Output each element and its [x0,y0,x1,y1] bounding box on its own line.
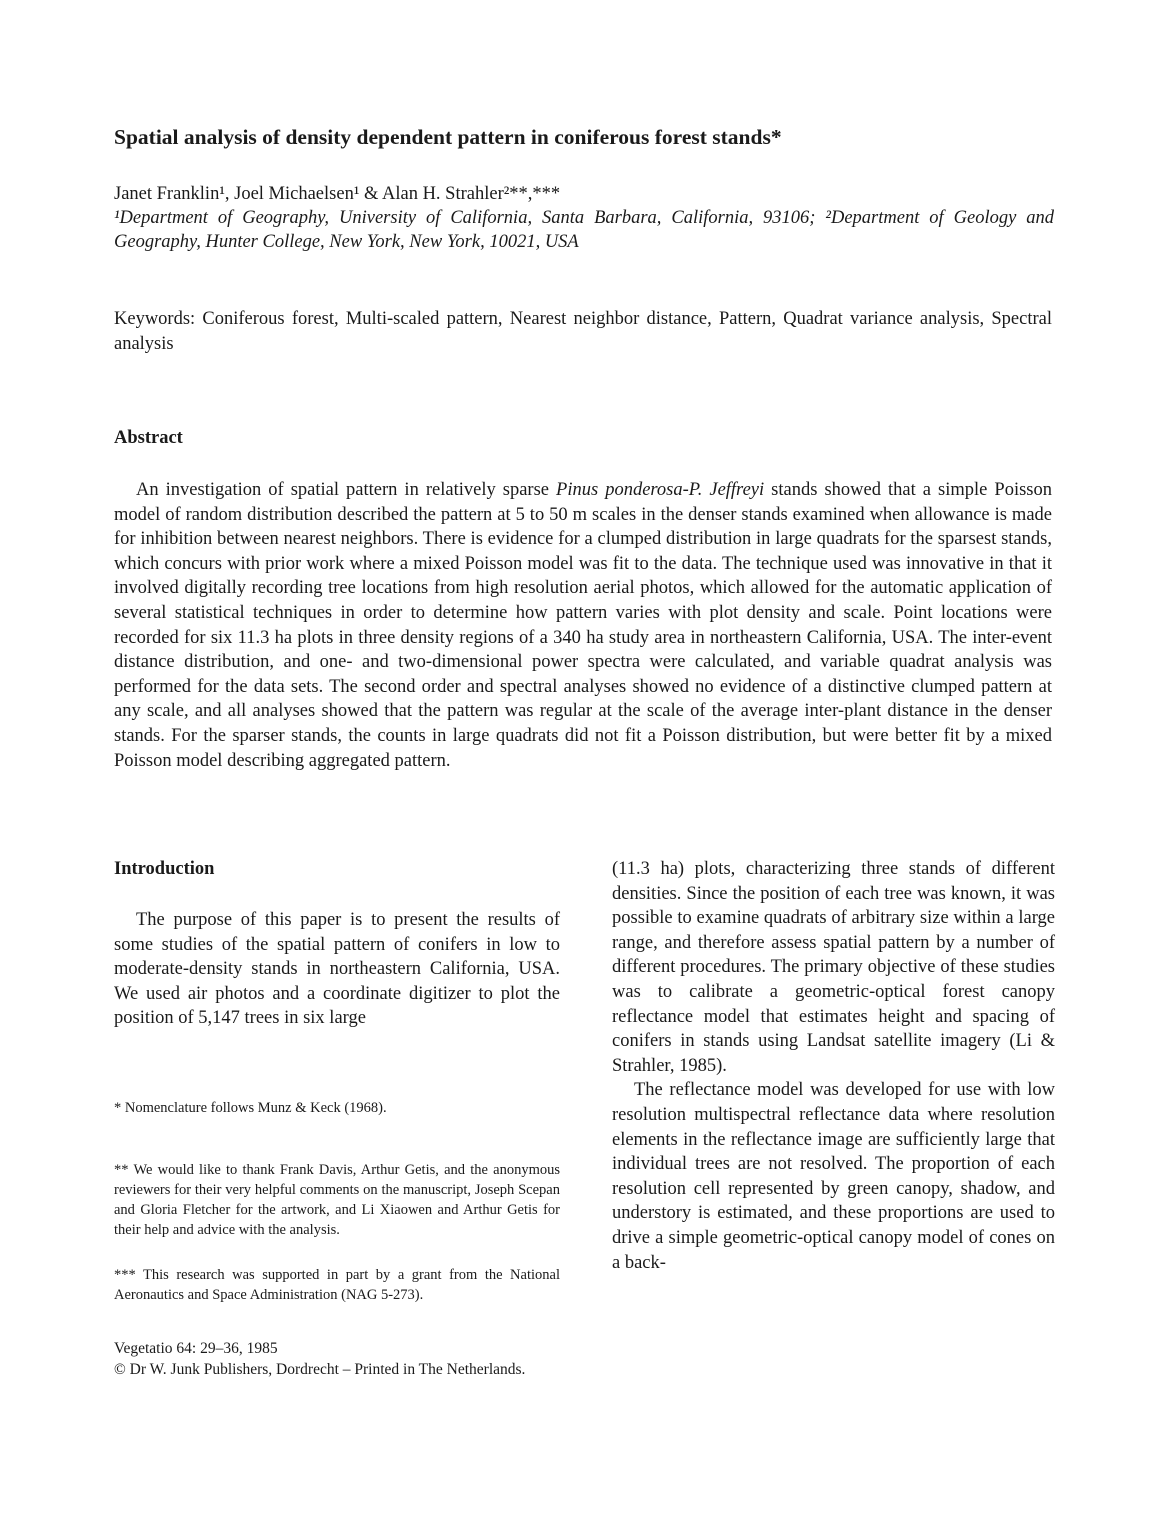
abstract-text-pre: An investigation of spatial pattern in relatively sparse [136,480,557,500]
author-list: Janet Franklin¹, Joel Michaelsen¹ & Alan H. Strahler²**,*** [114,184,561,204]
abstract-text-post: stands showed that a simple Poisson model of random distribution described the pattern at 5 to 50 m scales in the denser stands examined when allowance is made for inhibition between nearest neighbors. There is evidence for a clumped distribution in large quadrats for the sparsest stands, which concurs with prior work where a mixed Poisson model was fit to the data. The technique used was innovative in that it involved digitally recording tree locations from high resolution aerial photos, which allowed for the automatic application of several statistical techniques in order to determine how pattern varies with plot density and scale. Point locations were recorded for six 11.3 ha plots in three density regions of a 340 ha study area in northeastern California, USA. The inter-event distance distribution, and one- and two-dimensional power spectra were calculated, and variable quadrat analysis was performed for the data sets. The second order and spectral analyses showed no evidence of a distinctive clumped pattern at any scale, and all analyses showed that the pattern was regular at the scale of the average inter-plant distance in the denser stands. For the sparser stands, the counts in large quadrats did not fit a Poisson distribution, but were better fit by a mixed Poisson model describing aggregated pattern. [114,480,1052,771]
keywords: Keywords: Coniferous forest, Multi-scaled pattern, Nearest neighbor distance, Pattern, Quadrat variance analysis, Spectral analysis [114,309,1052,354]
paper-title: Spatial analysis of density dependent pattern in coniferous forest stands* [114,125,782,149]
abstract-body [114,478,1052,773]
introduction-heading: Introduction [114,859,215,879]
footnote-nomenclature: * Nomenclature follows Munz & Keck (1968). [114,1100,387,1116]
footnote-acknowledgements: ** We would like to thank Frank Davis, Arthur Getis, and the anonymous reviewers for their very helpful comments on the manuscript, Joseph Scepan and Gloria Fletcher for the artwork, and Li Xiaowen and Arthur Getis for their help and advice with the analysis. [114,1162,560,1238]
journal-citation: Vegetatio 64: 29–36, 1985 [114,1340,278,1357]
intro-paragraph-1: (11.3 ha) plots, characterizing three stands of different densities. Since the position of each tree was known, it was possible to examine quadrats of arbitrary size within a large range, and therefore assess spatial pattern by a number of different procedures. The primary objective of these studies was to calibrate a geometric-optical forest canopy reflectance model that estimates height and spacing of conifers in stands using Landsat satellite imagery (Li & Strahler, 1985). [612,859,1055,1076]
abstract-heading: Abstract [114,428,183,448]
introduction-left-column: The purpose of this paper is to present the results of some studies of the spatial pattern of conifers in low to moderate-density stands in northeastern California, USA. We used air photos and a coordinate digitizer to plot the position of 5,147 trees in six large [114,910,560,1029]
species-name: Pinus ponderosa-P. Jeffreyi [556,480,765,500]
affiliations: ¹Department of Geography, University of California, Santa Barbara, California, 93106; ²Department of Geology and Geography, Hunter College, New York, New York, 10021, USA [114,208,1054,252]
publisher-line: © Dr W. Junk Publishers, Dordrecht – Printed in The Netherlands. [114,1361,526,1378]
footnote-funding: *** This research was supported in part by a grant from the National Aeronautics and Space Administration (NAG 5-273). [114,1267,560,1303]
publication-footer [114,1338,814,1380]
introduction-right-column [612,857,1055,1275]
intro-paragraph-2: The reflectance model was developed for use with low resolution multispectral reflectance data where resolution elements in the reflectance image are sufficiently large that individual trees are not resolved. The proportion of each resolution cell represented by green canopy, shadow, and understory is estimated, and these proportions are used to drive a simple geometric-optical canopy model of cones on a back- [612,1080,1055,1273]
